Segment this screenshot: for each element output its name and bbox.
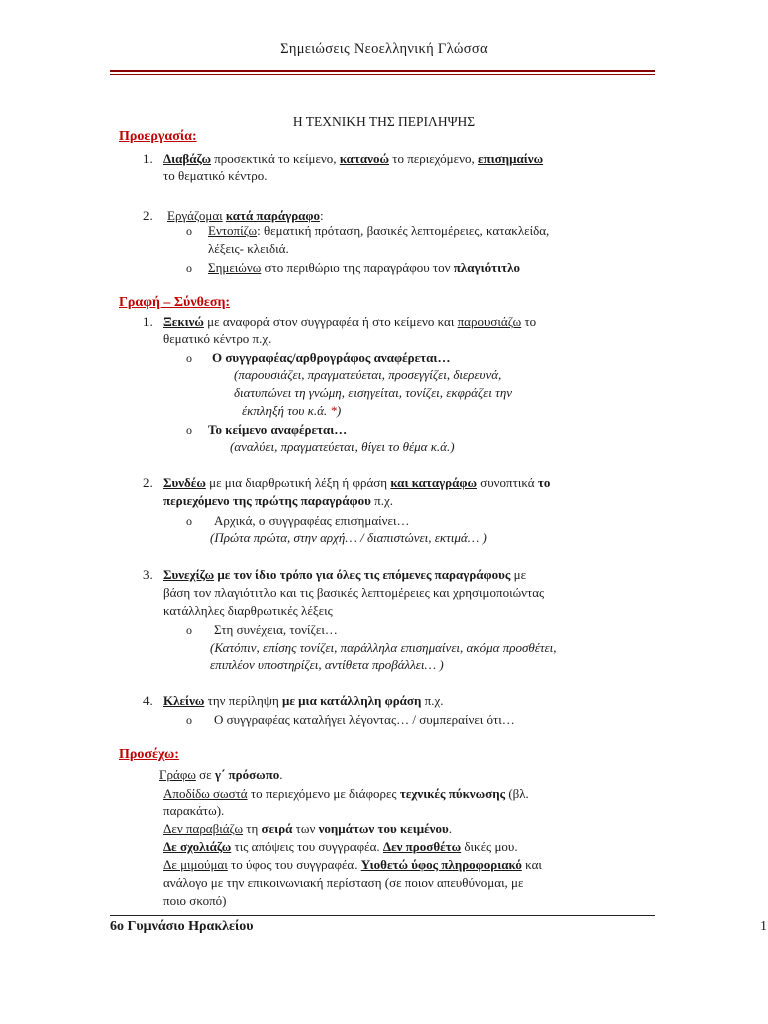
list-number: 2. [143, 475, 153, 490]
bullet-locate-cont: λέξεις- κλειδιά. [208, 241, 289, 256]
list-item-connect-cont: περιεχόμενο της πρώτης παραγράφου π.χ. [163, 493, 393, 508]
paraphrase-examples-cont: διατυπώνει τη γνώμη, εισηγείται, τονίζει, εκφράζει την [234, 385, 513, 400]
next-examples: (Κατόπιν, επίσης τονίζει, παράλληλα επισημαίνει, ακόμα προσθέτει, [210, 640, 557, 655]
next-examples-cont: επιπλέον υποστηρίζει, αντίθετα προβάλλει… ) [210, 657, 444, 672]
bullet-next: Στη συνέχεια, τονίζει… [214, 622, 338, 637]
bullet-marker: o [186, 224, 192, 238]
list-item-continue-cont: βάση τον πλαγιότιτλο και τις βασικές λεπτομέρειες και χρησιμοποιώντας [163, 585, 545, 600]
list-item-start-cont: θεματικό κέντρο π.χ. [163, 331, 272, 346]
rule-no-comment: Δε σχολιάζω τις απόψεις του συγγραφέα. Δεν προσθέτω δικές μου. [163, 839, 518, 854]
list-number: 1. [143, 151, 153, 166]
bullet-marker: o [186, 261, 192, 275]
header-rule-thin [110, 74, 655, 75]
rule-render-correctly-cont: παρακάτω). [163, 803, 225, 818]
page-title: Η ΤΕΧΝΙΚΗ ΤΗΣ ΠΕΡΙΛΗΨΗΣ [292, 114, 476, 129]
initially-examples: (Πρώτα πρώτα, στην αρχή… / διαπιστώνει, εκτιμά… ) [210, 530, 487, 545]
paraphrase-examples-end: έκπληξή του κ.ά. *) [242, 403, 342, 418]
list-number: 3. [143, 567, 153, 582]
list-item-read: Διαβάζω προσεκτικά το κείμενο, κατανοώ το περιεχόμενο, επισημαίνω [163, 151, 544, 166]
section-heading-preparation: Προεργασία: [119, 129, 197, 144]
section-heading-attention: Προσέχω: [119, 747, 179, 762]
footer-rule [110, 915, 655, 916]
bullet-concludes: Ο συγγραφέας καταλήγει λέγοντας… / συμπεραίνει ότι… [214, 712, 515, 727]
list-number: 4. [143, 693, 153, 708]
section-heading-writing: Γραφή – Σύνθεση: [119, 295, 231, 310]
footer-school-name: 6ο Γυμνάσιο Ηρακλείου [110, 919, 254, 934]
rule-third-person: Γράφω σε γ΄ πρόσωπο. [159, 767, 283, 782]
list-item-start: Ξεκινώ με αναφορά στον συγγραφέα ή στο κείμενο και παρουσιάζω το [163, 314, 537, 329]
list-number: 1. [143, 314, 153, 329]
rule-order: Δεν παραβιάζω τη σειρά των νοημάτων του κειμένου. [163, 821, 452, 836]
bullet-note: Σημειώνω στο περιθώριο της παραγράφου τον πλαγιότιτλο [208, 260, 521, 275]
bullet-marker: o [186, 623, 192, 637]
header-rule [110, 70, 655, 72]
list-item-work: Εργάζομαι κατά παράγραφο: [167, 208, 324, 223]
document-header: Σημειώσεις Νεοελληνική Γλώσσα [280, 41, 488, 57]
list-item-continue-end: κατάλληλες διαρθρωτικές λέξεις [163, 603, 333, 618]
bullet-marker: o [186, 514, 192, 528]
bullet-locate: Εντοπίζω: θεματική πρόταση, βασικές λεπτομέρειες, κατακλείδα, [208, 223, 550, 238]
bullet-text-refers: Το κείμενο αναφέρεται… [208, 422, 348, 437]
list-item-continue: Συνεχίζω με τον ίδιο τρόπο για όλες τις επόμενες παραγράφους με [163, 567, 527, 582]
bullet-marker: o [186, 713, 192, 727]
bullet-initially: Αρχικά, ο συγγραφέας επισημαίνει… [214, 513, 410, 528]
list-item-read-cont: το θεματικό κέντρο. [163, 168, 268, 183]
rule-style-cont: ανάλογο με την επικοινωνιακή περίσταση (σε ποιον απευθύνομαι, με [163, 875, 524, 890]
list-item-close: Κλείνω την περίληψη με μια κατάλληλη φράση π.χ. [163, 693, 444, 708]
rule-render-correctly: Αποδίδω σωστά το περιεχόμενο με διάφορες τεχνικές πύκνωσης (βλ. [163, 786, 529, 801]
list-number: 2. [143, 208, 153, 223]
bullet-marker: o [186, 423, 192, 437]
list-item-connect: Συνδέω με μια διαρθρωτική λέξη ή φράση και καταγράφω συνοπτικά το [163, 475, 551, 490]
bullet-marker: o [186, 351, 192, 365]
rule-style-end: ποιο σκοπό) [163, 893, 227, 908]
rule-style: Δε μιμούμαι το ύφος του συγγραφέα. Υιοθετώ ύφος πληροφοριακό και [163, 857, 542, 872]
bullet-author-refers: Ο συγγραφέας/αρθρογράφος αναφέρεται… [212, 350, 451, 365]
page-number: 1 [760, 919, 767, 934]
text-refers-examples: (αναλύει, πραγματεύεται, θίγει το θέμα κ.ά.) [230, 439, 455, 454]
paraphrase-examples: (παρουσιάζει, πραγματεύεται, προσεγγίζει, διερευνά, [234, 367, 502, 382]
